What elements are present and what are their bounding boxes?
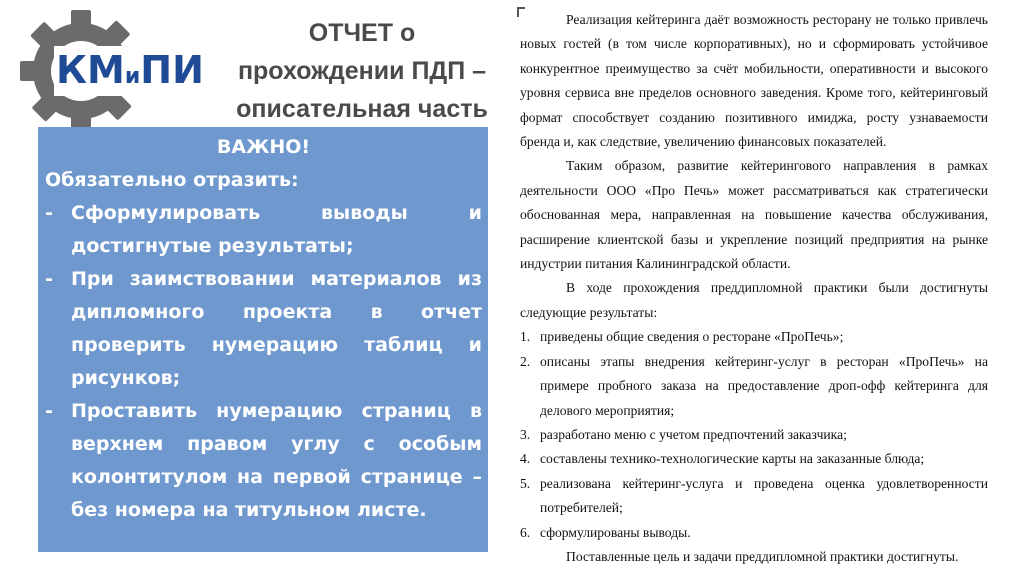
conclusion: Поставленные цель и задачи преддипломной практики достигнуты. bbox=[566, 548, 959, 564]
page-title bbox=[212, 14, 512, 128]
list-item-text: Сформулировать выводы и достигнутые результаты; bbox=[71, 202, 482, 257]
result-item: 1. приведены общие сведения о ресторане «ПроПечь»; bbox=[520, 329, 844, 345]
result-item: 5. реализована кейтеринг-услуга и проведена оценка удовлетворенности потребителей; bbox=[520, 475, 988, 516]
important-notes-box bbox=[38, 127, 488, 552]
result-item: 6. сформулированы выводы. bbox=[520, 524, 691, 540]
list-item: - При заимствовании материалов из дипломного проекта в отчет проверить нумерацию таблиц и рисунков; bbox=[45, 263, 482, 395]
title-line: прохождении ПДП – bbox=[237, 57, 487, 85]
list-item: - Сформулировать выводы и достигнутые результаты; bbox=[45, 197, 482, 263]
list-item-text: Проставить нумерацию страниц в верхнем правом углу с особым колонтитулом на первой странице – без номера на титульном листе. bbox=[71, 400, 482, 521]
logo-wordmark: КМиПИ bbox=[56, 48, 204, 92]
result-item: 2. описаны этапы внедрения кейтеринг-услуг в ресторан «ПроПечь» на примере пробного заказа на предоставление дроп-офф кейтеринга для делового мероприятия; bbox=[520, 353, 988, 418]
document-text bbox=[520, 8, 988, 569]
kmipi-logo bbox=[18, 8, 208, 134]
result-item: 4. составлены технико-технологические карты на заказанные блюда; bbox=[520, 451, 925, 467]
list-item-text: При заимствовании материалов из дипломного проекта в отчет проверить нумерацию таблиц и рисунков; bbox=[71, 268, 482, 389]
title-line: ОТЧЕТ о bbox=[308, 19, 416, 47]
paragraph: Реализация кейтеринга даёт возможность ресторану не только привлечь новых гостей (в том числе корпоративных), но и сформировать устойчивое конкурентное преимущество за счёт мобильности, оперативности и высокого уровня сервиса вне пределов основного заведения. Кроме того, кейтеринговый формат способствует созданию позитивного имиджа, росту узнаваемости бренда и, как следствие, увеличению финансовых показателей. bbox=[520, 12, 988, 150]
paragraph: Таким образом, развитие кейтерингового направления в рамках деятельности ООО «Про Печь» может рассматриваться как стратегически обоснованная мера, направленная на повышение качества обслуживания, расширение клиентской базы и укрепление позиций предприятия на рынке индустрии питания Калининградской области. bbox=[520, 158, 988, 272]
result-item: 3. разработано меню с учетом предпочтений заказчика; bbox=[520, 426, 847, 442]
important-heading: ВАЖНО! bbox=[216, 136, 311, 158]
paragraph: В ходе прохождения преддипломной практики были достигнуты следующие результаты: bbox=[520, 280, 988, 320]
title-line: описательная часть bbox=[236, 95, 488, 123]
important-subheading: Обязательно отразить: bbox=[45, 169, 299, 191]
list-item: - Проставить нумерацию страниц в верхнем правом углу с особым колонтитулом на первой странице – без номера на титульном листе. bbox=[45, 395, 482, 527]
